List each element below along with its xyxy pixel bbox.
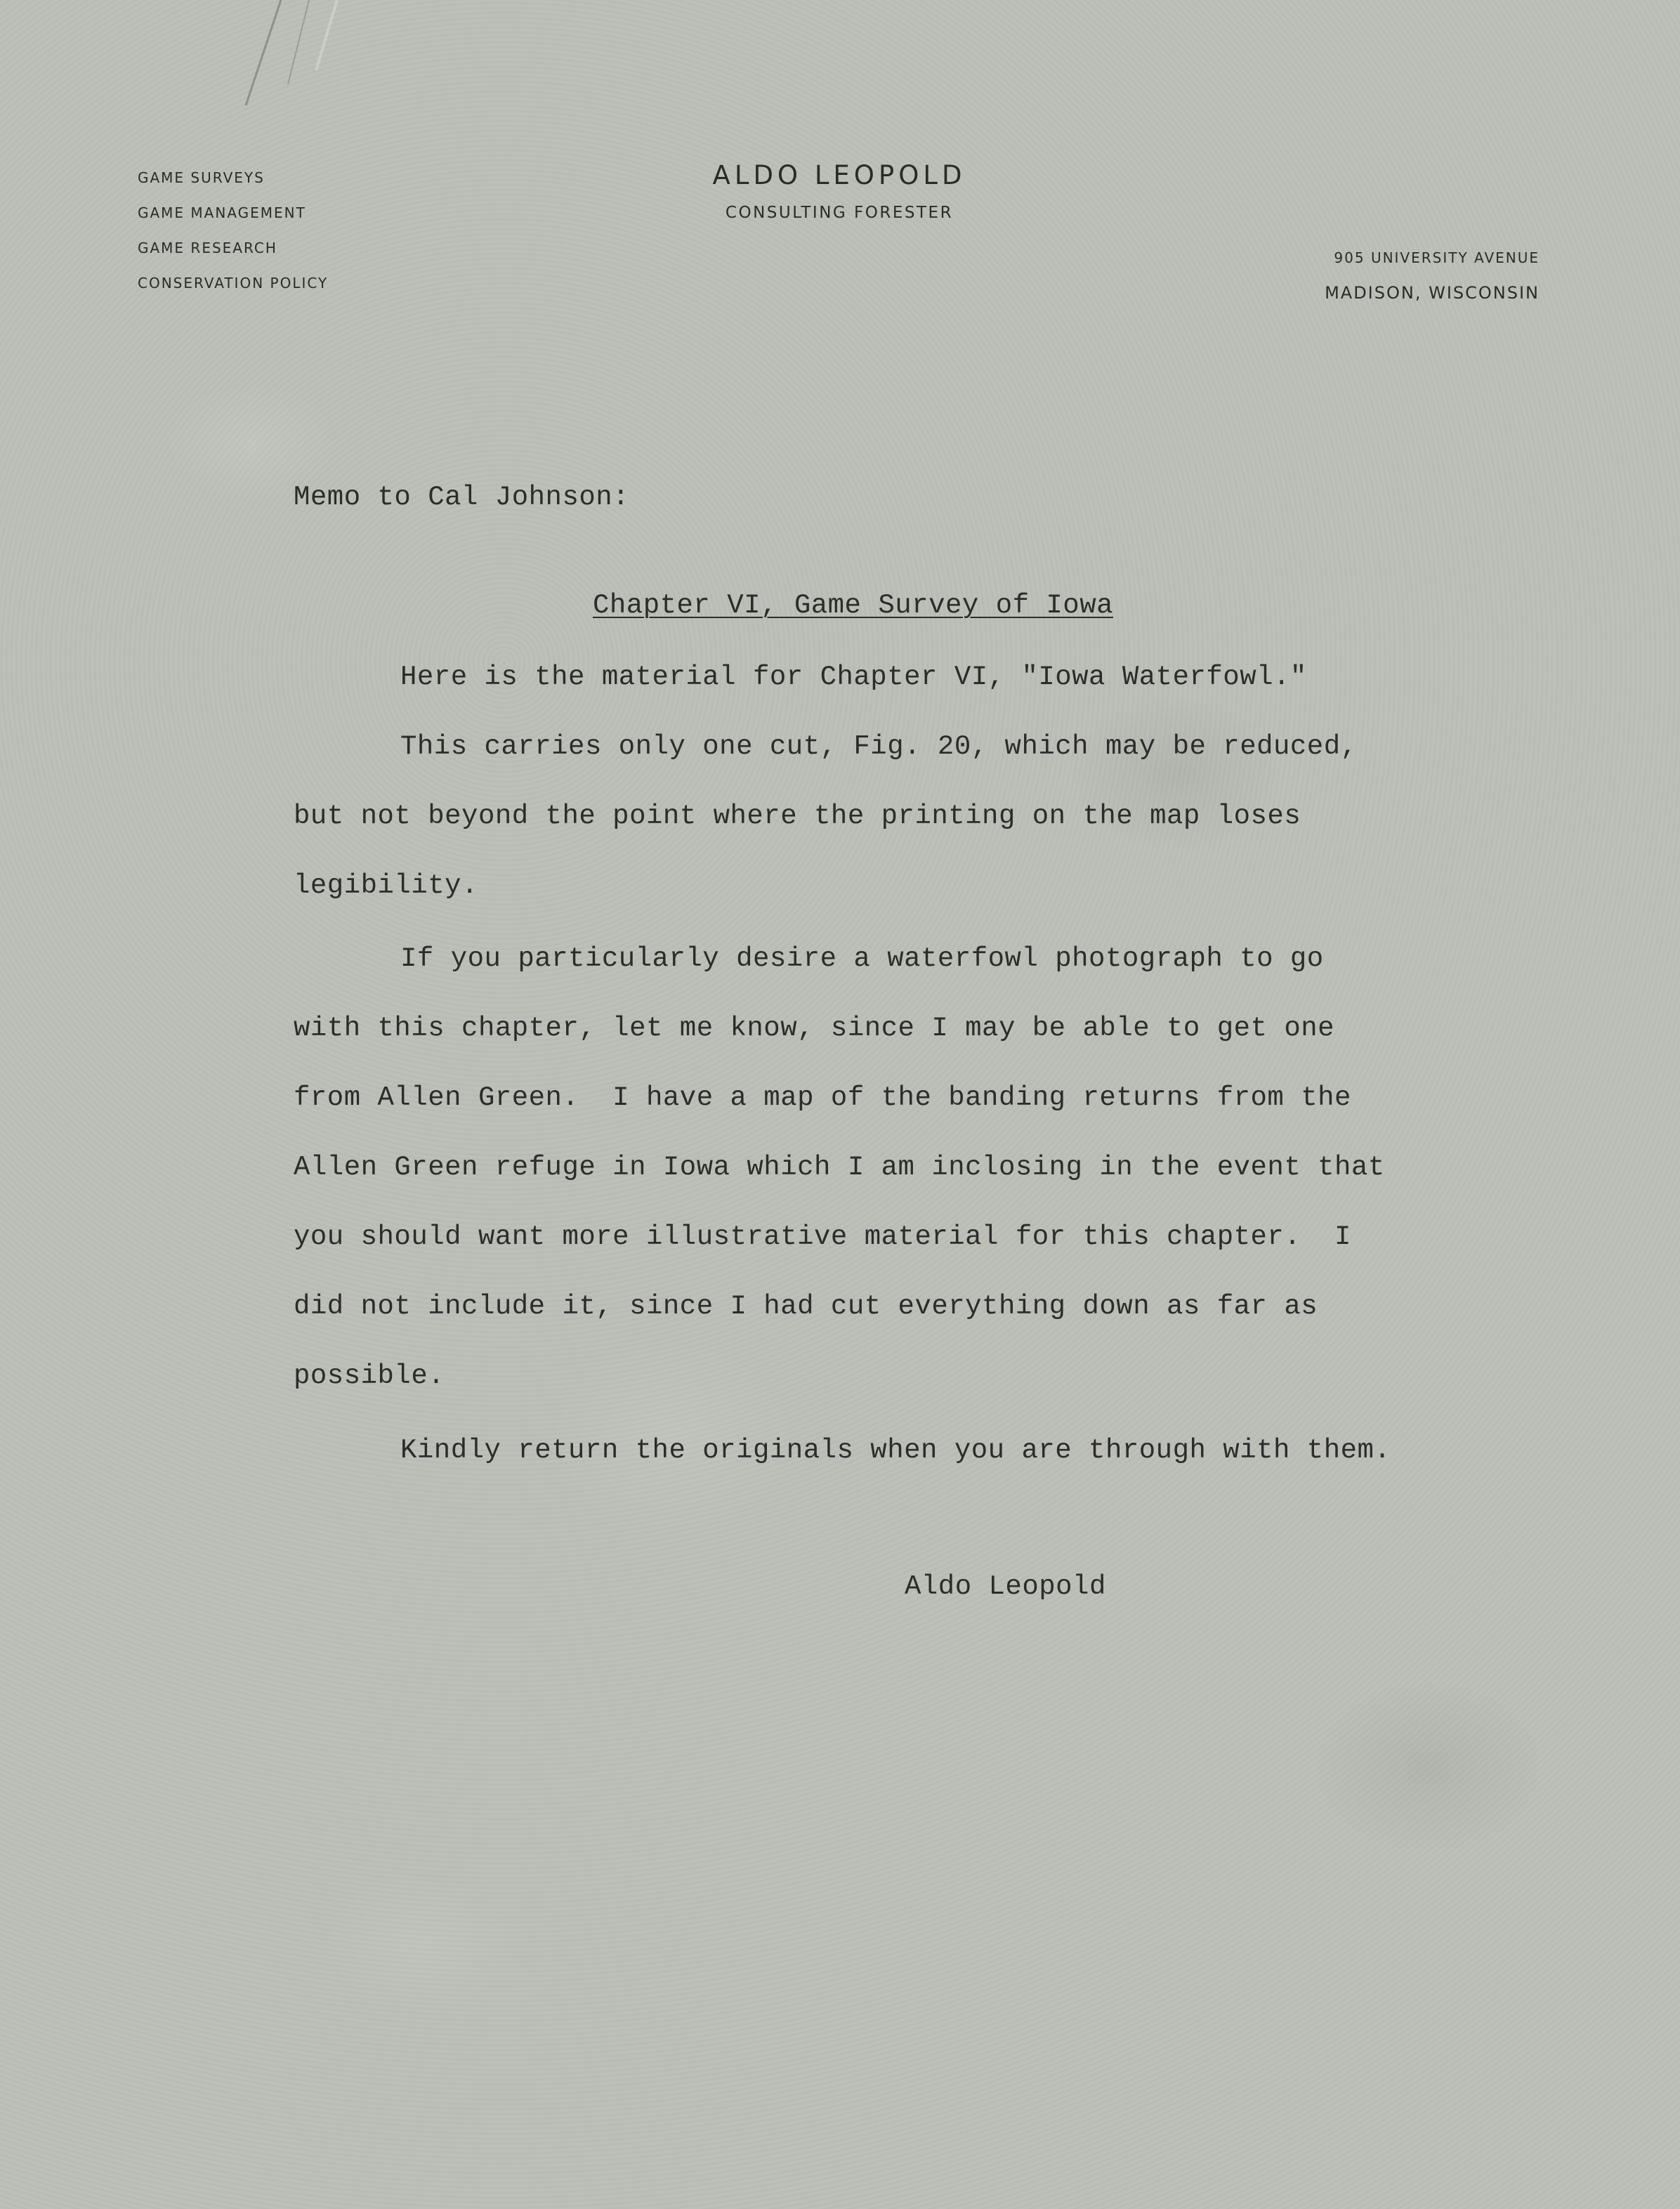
address-city: MADISON, WISCONSIN: [1325, 283, 1540, 303]
memo-salutation: Memo to Cal Johnson:: [294, 482, 630, 513]
paragraph-line: from Allen Green. I have a map of the banding returns from the: [294, 1082, 1351, 1113]
service-item: CONSERVATION POLICY: [138, 275, 329, 291]
memo-signature: Aldo Leopold: [905, 1571, 1106, 1602]
service-item: GAME RESEARCH: [138, 240, 277, 256]
paragraph-line: you should want more illustrative material for this chapter. I: [294, 1221, 1351, 1252]
letterhead-services-list: [138, 160, 328, 301]
paragraph-line: did not include it, since I had cut everything down as far as: [294, 1291, 1318, 1322]
memo-paragraph-3: [294, 924, 1445, 1411]
letterhead-name: ALDO LEOPOLD: [712, 160, 966, 190]
paragraph-line: Kindly return the originals when you are through with them.: [400, 1435, 1391, 1466]
memo-heading: Chapter VI, Game Survey of Iowa: [593, 590, 1114, 621]
letterhead-title: CONSULTING FORESTER: [725, 204, 954, 222]
memo-paragraph-1: [294, 643, 1445, 921]
paragraph-line: with this chapter, let me know, since I may be able to get one: [294, 1013, 1335, 1044]
paper-crease-mark: [232, 0, 358, 119]
service-item: GAME SURVEYS: [138, 169, 265, 186]
paragraph-line: Here is the material for Chapter VI, "Iowa Waterfowl.": [400, 662, 1307, 693]
paragraph-line: legibility.: [294, 870, 478, 901]
paragraph-line: Allen Green refuge in Iowa which I am inclosing in the event that: [294, 1152, 1385, 1183]
letterhead-address: [1325, 240, 1540, 310]
paragraph-line: possible.: [294, 1361, 445, 1391]
memo-paragraph-4: [294, 1416, 1445, 1486]
paragraph-line: but not beyond the point where the printing on the map loses: [294, 801, 1301, 832]
service-item: GAME MANAGEMENT: [138, 204, 306, 221]
address-street: 905 UNIVERSITY AVENUE: [1334, 249, 1540, 266]
paragraph-line: If you particularly desire a waterfowl photograph to go: [400, 943, 1324, 974]
paragraph-line: This carries only one cut, Fig. 20, which may be reduced,: [400, 731, 1358, 762]
